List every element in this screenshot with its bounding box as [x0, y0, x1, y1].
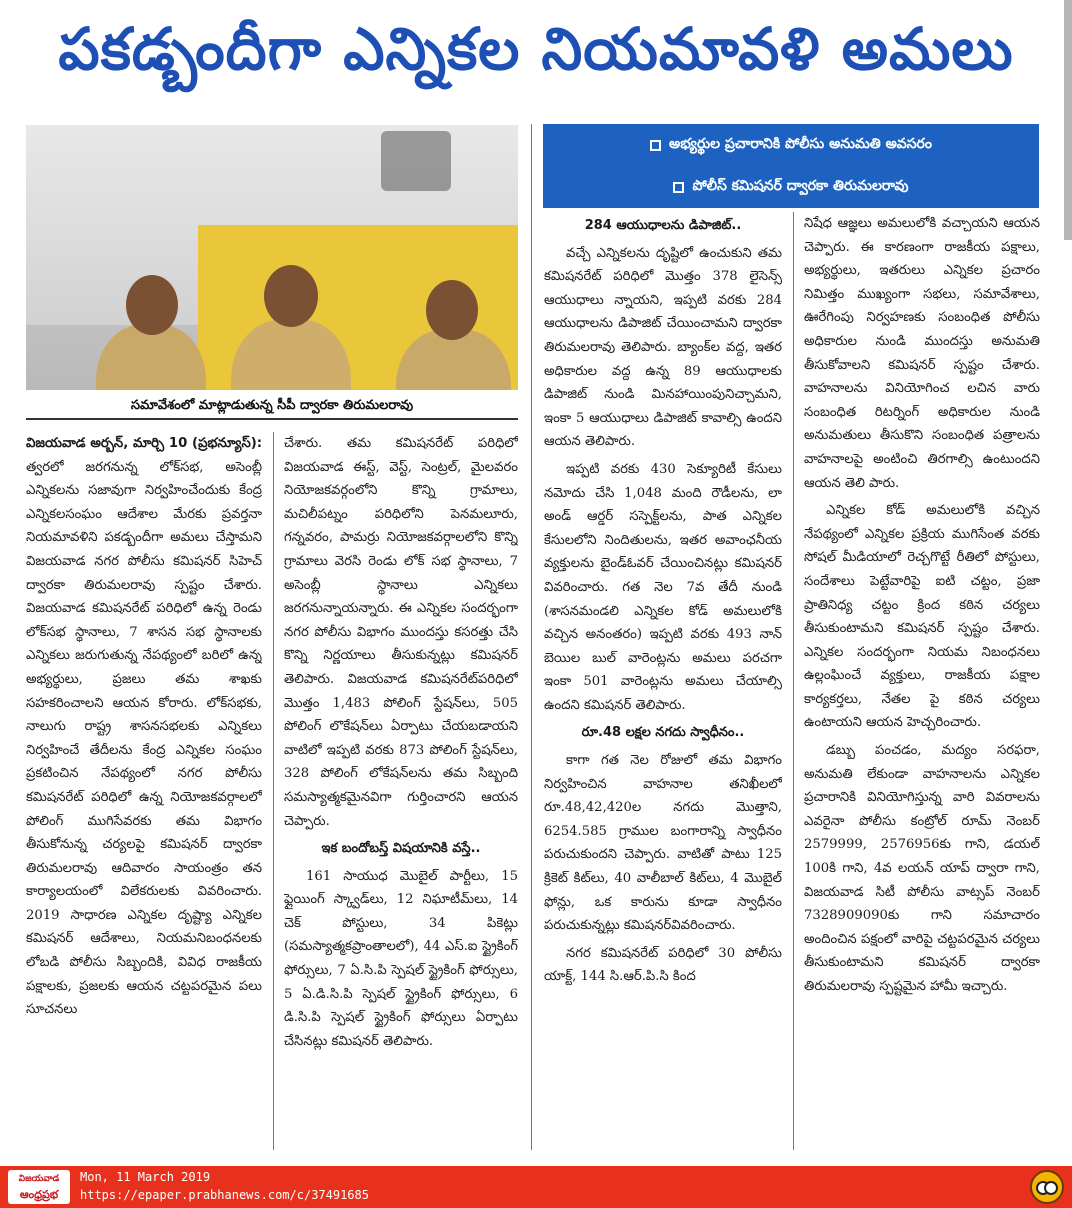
banner-line-1: [543, 124, 1039, 166]
photo-caption: సమావేశంలో మాట్లాడుతున్న సీపీ ద్వారకా తిరుమలరావు: [26, 398, 518, 420]
article-paragraph: 161 సాయుధ మొబైల్ పార్టీలు, 15 ఫ్లైయింగ్ స్క్వాడ్‌లు, 12 నిఘాటీమ్‌లు, 14 చెక్ పోస్టులు, 34 పికెట్లు (సమస్యాత్మకప్రాంతాలలో), 44 ఎస్.ఐ స్ట్రైకింగ్ ఫోర్సులు, 7 ఏ.సి.పి స్పెషల్ స్ట్రైకింగ్ ఫోర్సులు, 5 ఏ.డి.సి.పి స్పెషల్ స్ట్రైకింగ్ ఫోర్సులు, 6 డి.సి.పి స్పెషల్ స్ట్రైకింగ్ ఫోర్సులు ఏర్పాటు చేసినట్లు కమిషనర్ తెలిపారు.: [284, 868, 518, 1049]
highlight-banner: [543, 124, 1039, 208]
logo-top-text: విజయవాడ: [18, 1174, 60, 1184]
dateline: విజయవాడ అర్బన్, మార్చి 10 (ప్రభన్యూస్):: [26, 436, 262, 451]
owl-icon[interactable]: [1030, 1170, 1064, 1204]
subheading: 284 ఆయుధాలను డిపాజిట్..: [584, 218, 742, 233]
article-paragraph: వచ్చే ఎన్నికలను దృష్టిలో ఉంచుకుని తమ కమిషనరేట్ పరిధిలో మొత్తం 378 లైసెన్స్ ఆయుధాలు న్నాయని, ఇప్పటి వరకు 284 ఆయుధాలను డిపాజిట్ చేయించామని ద్వారకా తిరుమలరావు తెలిపారు. బ్యాంక్‌ల వద్ద, ఇతర అధికారుల వద్ద ఉన్న 89 ఆయుధాలకు డిపాజిట్ నుండి మినహాయింపునిచ్చామని, ఇంకా 5 ఆయుధాలు డిపాజిట్ కావాల్సి ఉందని ఆయన తెలిపారు.: [544, 245, 782, 450]
article-paragraph: నగర కమిషనరేట్ పరిధిలో 30 పోలీసు యాక్ట్, 144 సి.ఆర్.పి.సి కింద: [544, 945, 782, 985]
epaper-footer: [0, 1166, 1072, 1208]
banner-text-1: అభ్యర్థుల ప్రచారానికి పోలీసు అనుమతి అవసరం: [669, 135, 932, 152]
banner-text-2: పోలీస్ కమిషనర్ ద్వారకా తిరుమలరావు: [692, 177, 909, 194]
newspaper-logo[interactable]: [8, 1170, 70, 1204]
article-paragraph: ఎన్నికల కోడ్ అమలులోకి వచ్చిన నేపథ్యంలో ఎన్నికల ప్రక్రియ ముగిసేంత వరకు సోషల్ మీడియాలో రెచ్చగొట్టే రీతిలో పోస్టులు, సందేశాలు పెట్టేవారిపై ఐటి చట్టం, ప్రజా ప్రాతినిధ్య చట్టం క్రింద కఠిన చర్యలు తీసుకుంటామని కమిషనర్ స్పష్టం చేశారు. ఎన్నికల సందర్భంగా నియమ నిబంధనలు ఉల్లంఘించే వ్యక్తులు, రాజకీయ పక్షాల కార్యకర్తలు, నేతల పై కఠిన చర్యలు ఉంటాయని ఆయన హెచ్చరించారు.: [804, 503, 1040, 731]
column-divider: [273, 432, 274, 1150]
column-divider: [531, 124, 532, 1150]
article-column-4: [804, 212, 1040, 1150]
subheading: ఇక బందోబస్త్ విషయానికి వస్తే..: [321, 841, 481, 857]
article-column-1: [26, 432, 262, 1150]
column-divider: [793, 212, 794, 1150]
edition-date: Mon, 11 March 2019: [80, 1170, 211, 1184]
article-column-2: [284, 432, 518, 1150]
article-paragraph: నిషేధ ఆజ్ఞలు అమలులోకి వచ్చాయని ఆయన చెప్పారు. ఈ కారణంగా రాజకీయ పక్షాలు, అభ్యర్థులు, ఇతరులు ఎన్నికల ప్రచారం నిమిత్తం ముఖ్యంగా సభలు, సమావేశాలు, ఊరేగింపు నిర్వహణకు సంబంధిత పోలీసు అధికారుల నుండి ముందస్తు అనుమతి తీసుకోవాలని కమిషనర్ స్పష్టం చేశారు. వాహనాలను వినియోగించ లచిన వారు సంబంధిత రిటర్నింగ్ అధికారుల నుండి అనుమతులు తీసుకొని సంబంధిత పత్రాలను వాహనాలపై అంటించి తిరగాల్సి ఉంటుందని ఆయన తెలి పారు.: [804, 216, 1040, 491]
logo-bottom-text: ఆంధ్రప్రభ: [19, 1188, 59, 1201]
article-paragraph: [26, 432, 262, 1022]
article-paragraph: ఇప్పటి వరకు 430 సెక్యూరిటీ కేసులు నమోదు చేసి 1,048 మంది రౌడీలను, లా అండ్ ఆర్డర్ సస్పెక్ట్‌లను, పాత ఎన్నికల కేసులలోని నిందితులను, ఇతర అవాంఛనీయ వ్యక్తులను బైండ్‌ఓవర్ చేయించినట్లు కమిషనర్ వివరించారు. గత నెల 7వ తేదీ నుండి (శాసనమండలి ఎన్నికల కోడ్ అమలులోకి వచ్చిన అనంతరం) ఇప్పటి వరకు 493 నాన్ బెయిల బుల్ వారెంట్లను అమలు పరచగా ఇంకా 501 వారెంట్లను అమలు చేయాల్సి ఉందని కమిషనర్ తెలిపారు.: [544, 461, 782, 713]
article-paragraph: డబ్బు పంచడం, మద్యం సరఫరా, అనుమతి లేకుండా వాహనాలను ఎన్నికల ప్రచారానికి వినియోగిస్తున్న వారి వివరాలను ఎవరైనా పోలీసు కంట్రోల్ రూమ్ నెంబర్ 2579999, 2576956కు గాని, డయల్ 100కి గాని, 4వ లయన్ యాప్ ద్వారా గాని, విజయవాడ సిటీ పోలీసు వాట్సప్ నెంబర్ 7328909090కు గాని సమాచారం అందించిన పక్షంలో వారిపై చట్టపరమైన చర్యలు తీసుకుంటామని కమిషనర్ ద్వారకా తిరుమలరావు స్పష్టమైన హామీ ఇచ్చారు.: [804, 743, 1040, 994]
press-meet-photo: [26, 125, 518, 390]
national-emblem-icon: [381, 131, 451, 191]
headline: పకడ్బందీగా ఎన్నికల నియమావళి అమలు: [58, 14, 1014, 83]
article-paragraph: కాగా గత నెల రోజులో తమ విభాగం నిర్వహించిన వాహనాల తనిఖీలలో రూ.48,42,420ల నగదు మొత్తాని, 6254.585 గ్రాముల బంగారాన్ని స్వాధీనం పరుచుకుందని చెప్పారు. వాటితో పాటు 125 క్రికెట్ కిట్‌లు, 40 వాలీబాల్ కిట్‌లు, 4 మొబైల్ ఫోన్లు, ఒక కారును కూడా స్వాధీనం పరుచుకున్నట్లు కమిషనర్‌వివరించారు.: [544, 753, 782, 934]
subheading: రూ.48 లక్షల నగదు స్వాధీనం..: [581, 725, 745, 741]
checkbox-bullet-icon: [673, 182, 684, 193]
banner-line-2: [543, 166, 1039, 208]
epaper-url[interactable]: https://epaper.prabhanews.com/c/37491685: [80, 1188, 369, 1202]
article-paragraph: చేశారు. తమ కమిషనరేట్ పరిధిలో విజయవాడ ఈస్ట్, వెస్ట్, సెంట్రల్, మైలవరం నియోజకవర్గంలోని కొన్ని గ్రామాలు, మచిలీపట్నం పరిధిలోని పెనమలూరు, గన్నవరం, పామర్రు నియోజకవర్గాలలోని కొన్ని గ్రామాలు వెరసి రెండు లోక్ సభ స్థానాలు, 7 అసెంబ్లీ స్థానాలు ఎన్నికలు జరగనున్నాయన్నారు. ఈ ఎన్నికల సందర్భంగా నగర పోలీసు విభాగం ముందస్తు కసరత్తు చేసి కొన్ని నిర్ణయాలు తీసుకున్నట్లు కమిషనర్ తెలిపారు. విజయవాడ కమిషనరేట్‌పరిధిలో మొత్తం 1,483 పోలింగ్ స్టేషన్‌లు, 505 పోలింగ్ లొకేషన్‌లు ఏర్పాటు చేయబడాయని వాటిలో ఇప్పటి వరకు 873 పోలింగ్ స్టేషన్‌లు, 328 పోలింగ్ లోకేషన్‌లను తమ సిబ్బంది సమస్యాత్మకమైనవిగా గుర్తించారని ఆయన చెప్పారు.: [284, 436, 518, 829]
article-column-3: [544, 212, 782, 1150]
checkbox-bullet-icon: [650, 140, 661, 151]
adjacent-page-edge: [1064, 0, 1072, 240]
paragraph-text: త్వరలో జరగనున్న లోక్‌సభ, అసెంబ్లీ ఎన్నికలను సజావుగా నిర్వహించేందుకు కేంద్ర ఎన్నికలసంఘం ఆదేశాల మేరకు ప్రవర్తనా నియమావళిని పకడ్బందీగా అమలు చేస్తామని విజయవాడ నగర పోలీసు కమిషనర్ సిహెచ్ ద్వారకా తిరుమలరావు స్పష్టం చేశారు. విజయవాడ కమిషనరేట్ పరిధిలో ఉన్న రెండు లోక్‌సభ స్థానాలు, 7 శాసన సభ స్థానాలకు ఎన్నికలు జరుగుతున్న నేపథ్యంలో బరిలో ఉన్న అభ్యర్థులు, ప్రజలు తమ శాఖకు సహకరించాలని ఆయన కోరారు. లోక్‌సభకు, నాలుగు రాష్ట్ర శాసనసభలకు ఎన్నికలు నిర్వహించే తేదీలను కేంద్ర ఎన్నికల సంఘం ప్రకటించిన నేపథ్యంలో నగర పోలీసు కమిషనరేట్ పరిధిలో ఉన్న నియోజకవర్గాలలో పోలింగ్ ముగిసేవరకు తమ విభాగం తీసుకోనున్న చర్యలపై కమిషనర్ ద్వారకా తిరుమలరావు ఆదివారం సాయంత్రం తన కార్యాలయంలో విలేకరులకు వివరించారు. 2019 సాధారణ ఎన్నికల దృష్ట్యా ఎన్నికల కమిషనర్ ఆదేశాలు, నియమనిబంధనలకు లోబడి పోలీసు సిబ్బందికి, వివిధ రాజకీయ పక్షాలకు, ప్రజలకు ఆయన చట్టపరమైన పలు సూచనలు: [26, 459, 262, 1018]
